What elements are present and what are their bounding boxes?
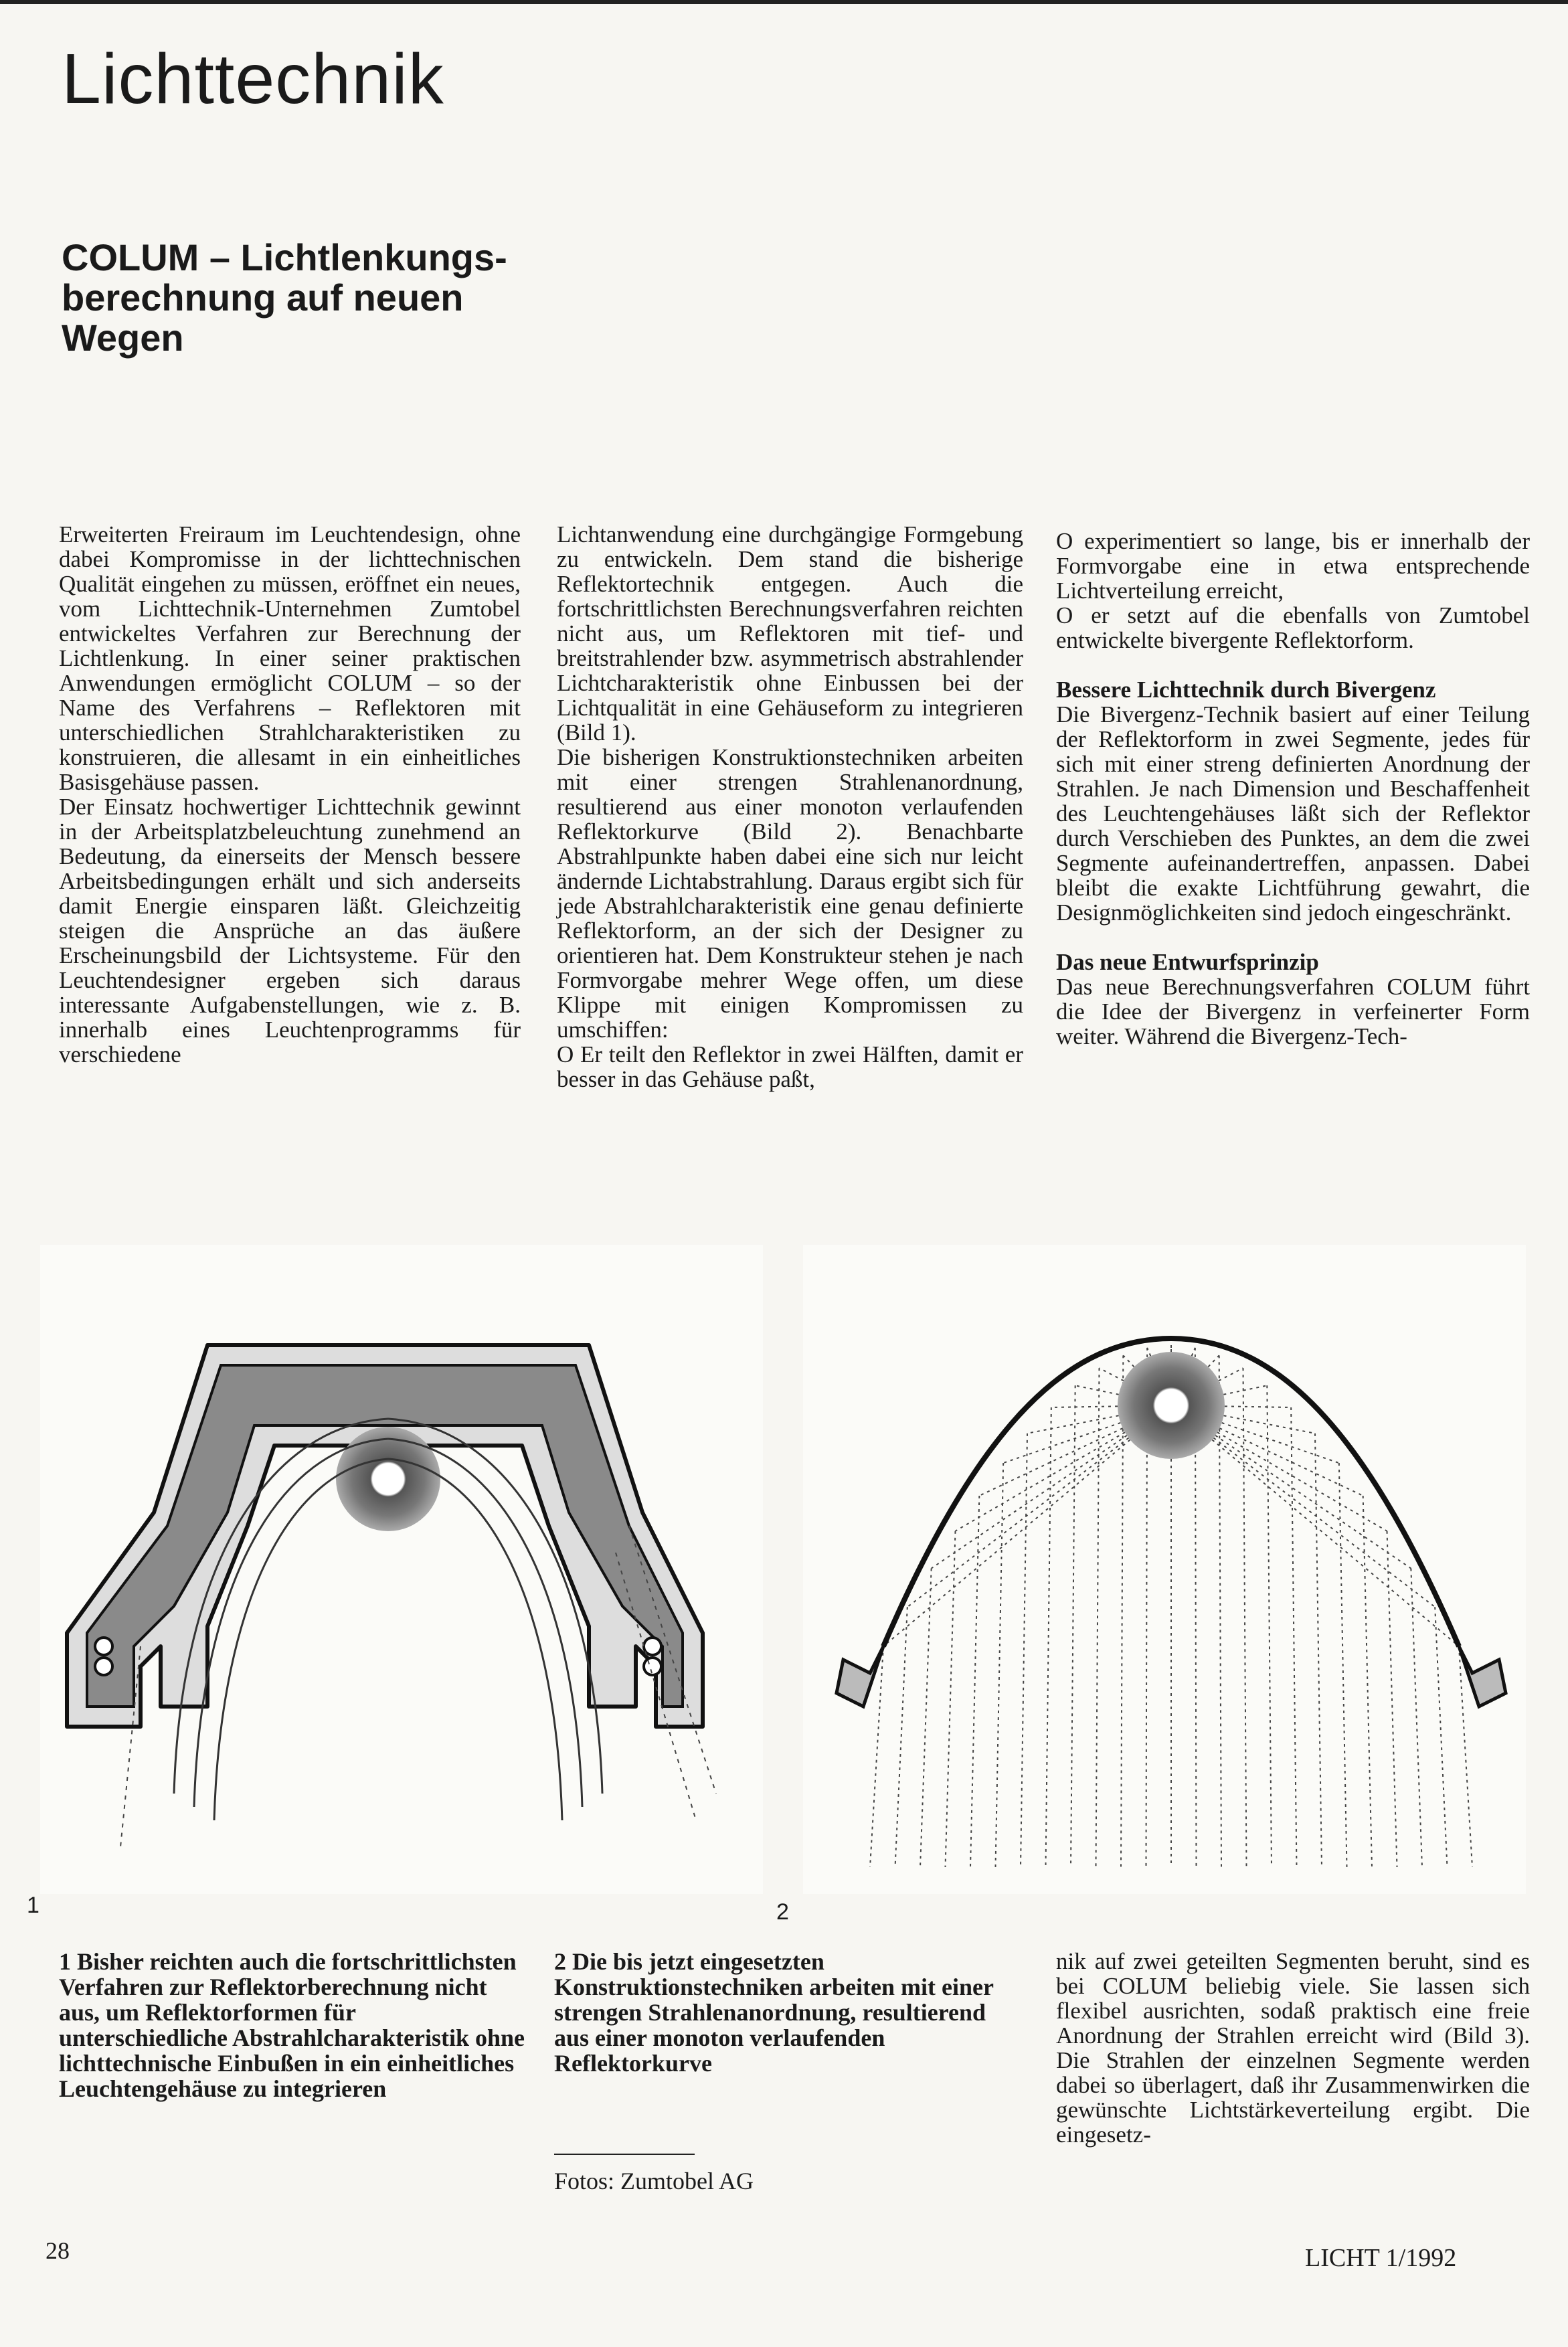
- article-headline: COLUM – Lichtlenkungsberechnung auf neuen Wegen: [62, 236, 507, 359]
- light-ray: [1411, 1569, 1422, 1867]
- light-ray: [1219, 1355, 1221, 1867]
- light-ray: [946, 1531, 956, 1867]
- light-ray: [895, 1607, 907, 1867]
- light-ray: [1021, 1433, 1027, 1867]
- paragraph: Die bisherigen Konstruktionstechniken arbeiten mit einer strengen Strahlenanordnung, resultierend aus einer monoton verlaufenden Reflektorkurve (Bild 2). Benachbarte Abstrahlpunkte haben dabei eine sich nur leicht ändernde Lichtabstrahlung. Daraus ergibt sich für jede Abstrahlcharakteristik eine genau definierte Reflektorform, an der sich der Designer zu orientieren hat. Dem Konstrukteur stehen je nach Formvorgabe mehrer Wege offen, um diese Klippe mit einigen Kompromissen zu umschiffen:: [557, 744, 1023, 1043]
- figure-2-number: 2: [776, 1899, 789, 1925]
- text-column-3: [1056, 529, 1530, 1049]
- paragraph: O experimentiert so lange, bis er innerhalb der Formvorgabe eine in etwa entsprechende Lichtverteilung erreicht,: [1056, 528, 1530, 604]
- paragraph: Lichtanwendung eine durchgängige Formgebung zu entwickeln. Dem stand die bisherige Reflektortechnik entgegen. Auch die fortschrittlichsten Berechnungsverfahren reichten nicht aus, um Reflektoren mit tief- und breitstrahlender bzw. asymmetrisch abstrahlender Lichtcharakteristik ohne Einbussen bei der Lichtqualität in eine Gehäuseform zu integrieren (Bild 1).: [557, 521, 1023, 746]
- light-ray: [1096, 1368, 1100, 1867]
- paragraph: Die Bivergenz-Technik basiert auf einer Teilung der Reflektorform in zwei Segmente, jedes für sich mit einer streng definierten Anordnung der Strahlen. Je nach Dimension und Beschaffenheit des Leuchtengehäuses läßt sich der Reflektor durch Verschieben des Punktes, an dem die zwei Segmente aufeinandertreffen, anpassen. Dabei bleibt die exakte Lichtführung gewahrt, die Designmöglichkeiten sind jedoch eingeschränkt.: [1056, 701, 1530, 926]
- issue-label: LICHT 1/1992: [1305, 2244, 1457, 2272]
- text-column-3-continued: [1056, 1949, 1530, 2147]
- text-column-1: [59, 522, 521, 1067]
- paragraph: nik auf zwei geteilten Segmenten beruht, sind es bei COLUM beliebig viele. Sie lassen sich flexibel ausrichten, sodaß praktisch eine freie Anordnung der Strahlen erreicht wird (Bild 3). Die Strahlen der einzelnen Segmente werden dabei so überlagert, daß ihr Zusammenwirken die gewünschte Lichtstärkeverteilung ergibt. Die eingesetz-: [1056, 1948, 1530, 2148]
- light-ray: [1363, 1496, 1372, 1867]
- light-ray: [1243, 1368, 1247, 1867]
- light-ray: [996, 1463, 1004, 1867]
- subheading: Das neue Entwurfsprinzip: [1056, 949, 1319, 975]
- figure-1-reflector-housing: [40, 1245, 763, 1894]
- light-ray: [1121, 1355, 1123, 1867]
- paragraph: Das neue Berechnungsverfahren COLUM führt die Idee der Bivergenz in verfeinerter Form weiter. Während die Bivergenz-Tech-: [1056, 974, 1530, 1049]
- photo-credit: Fotos: Zumtobel AG: [554, 2168, 754, 2194]
- light-ray: [1071, 1385, 1075, 1867]
- light-ray: [1387, 1531, 1397, 1867]
- figure-2-caption: 2 Die bis jetzt eingesetzten Konstruktionstechniken arbeiten mit einer strengen Strahlenanordnung, resultierend aus einer monoton verlaufenden Reflektorkurve: [554, 1948, 994, 2077]
- light-ray: [1339, 1463, 1347, 1867]
- light-ray: [970, 1496, 979, 1867]
- credit-rule: [554, 2154, 695, 2155]
- light-ray: [1267, 1385, 1272, 1867]
- figure-1-caption: 1 Bisher reichten auch die fortschrittlichsten Verfahren zur Reflektorberechnung nicht aus, um Reflektorformen für unterschiedliche Abstrahlcharakteristik ohne lichttechnische Einbußen in ein einheitliches Leuchtengehäuse zu integrieren: [59, 1948, 525, 2102]
- text-column-2: [557, 522, 1023, 1092]
- section-title: Lichttechnik: [62, 39, 444, 118]
- subheading: Bessere Lichttechnik durch Bivergenz: [1056, 677, 1436, 703]
- page-number: 28: [46, 2237, 70, 2264]
- top-rule: [0, 0, 1568, 4]
- paragraph: Erweiterten Freiraum im Leuchtendesign, ohne dabei Kompromisse in der lichttechnischen Qualität eingehen zu müssen, eröffnet ein neues, vom Lichttechnik-Unternehmen Zumtobel entwickeltes Verfahren zur Berechnung der Lichtlenkung. In einer seiner praktischen Anwendungen ermöglicht COLUM – so der Name des Verfahrens – Reflektoren mit unterschiedlichen Strahlcharakteristiken zu konstruieren, die allesamt in ein einheitliches Basisgehäuse passen.: [59, 521, 521, 795]
- paragraph: O er setzt auf die ebenfalls von Zumtobel entwickelte bivergente Reflektorform.: [1056, 602, 1530, 653]
- paragraph: Der Einsatz hochwertiger Lichttechnik gewinnt in der Arbeitsplatzbeleuchtung zunehmend an Bedeutung, da einerseits der Mensch bessere Arbeitsbedingungen erhält und sich anderseits damit Energie einsparen läßt. Gleichzeitig steigen die Ansprüche an das äußere Erscheinungsbild der Lichtsysteme. Für den Leuchtendesigner ergeben sich daraus interessante Aufgabenstellungen, wie z. B. innerhalb eines Leuchtenprogramms für verschiedene: [59, 794, 521, 1067]
- figure-2-ray-diagram: [803, 1245, 1526, 1894]
- paragraph: O Er teilt den Reflektor in zwei Hälften, damit er besser in das Gehäuse paßt,: [557, 1041, 1023, 1092]
- figure-1-number: 1: [27, 1893, 39, 1918]
- light-ray: [1435, 1607, 1447, 1867]
- light-ray: [1315, 1433, 1322, 1867]
- light-ray: [920, 1569, 932, 1867]
